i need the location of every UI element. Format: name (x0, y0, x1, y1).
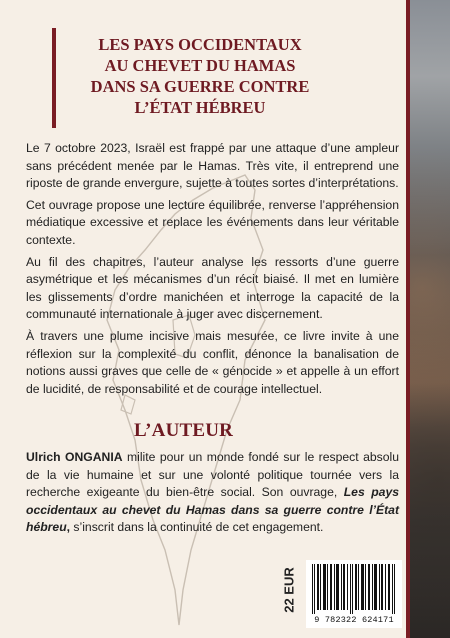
title-line-3: DANS SA GUERRE CONTRE (90, 77, 310, 96)
author-bio-text-1: milite pour un monde fondé sur le respect absolu de la vie humaine et sur une volonté politique tournée vers la recherche exigeante du bien-être social. Son ouvrage, (26, 450, 399, 500)
synopsis (26, 140, 399, 402)
synopsis-paragraph-2: Cet ouvrage propose une lecture équilibrée, renverse l’appréhension médiatique excessive et replace les événements dans leur véritable contexte. (26, 197, 399, 247)
author-bio-text-2: s’inscrit dans la continuité de cet engagement. (70, 520, 324, 535)
front-cover-photo-edge (410, 0, 450, 638)
synopsis-paragraph-3: Au fil des chapitres, l’auteur analyse les ressorts d’une guerre asymétrique et les mécanismes d’un récit biaisé. Il met en lumière les glissements d’ordre manichéen et interroge la capacité de la communauté internationale à juger avec discernement. (26, 254, 399, 322)
isbn-number: 9 782322 624171 (314, 615, 394, 625)
synopsis-paragraph-1: Le 7 octobre 2023, Israël est frappé par une attaque d’une ampleur sans précédent menée par le Hamas. Très vite, il entreprend une riposte de grande envergure, sujette à toutes sortes d’interprétations. (26, 141, 399, 191)
title-accent-bar (52, 28, 56, 128)
book-title (60, 34, 340, 118)
title-line-4: L’ÉTAT HÉBREU (134, 98, 266, 117)
author-heading: L’AUTEUR (134, 420, 234, 441)
title-line-2: AU CHEVET DU HAMAS (104, 56, 296, 75)
title-line-1: LES PAYS OCCIDENTAUX (98, 35, 302, 54)
barcode-bars (310, 564, 398, 614)
barcode (306, 560, 402, 628)
author-book-title: Les pays occidentaux au chevet du Hamas dans sa guerre contre l’État hébreu (26, 485, 399, 535)
synopsis-paragraph-4: À travers une plume incisive mais mesurée, ce livre invite à une réflexion sur la complexité du conflit, dénonce la banalisation de notions aussi graves que celle de « génocide » et appelle à un effort de lucidité, de responsabilité et de courage intellectuel. (26, 328, 399, 396)
author-bio (26, 449, 399, 537)
price-text: 22 EUR (281, 567, 297, 613)
author-name: Ulrich ONGANIA (26, 450, 123, 464)
price-label (274, 560, 304, 620)
author-bio-comma: , (66, 520, 71, 535)
